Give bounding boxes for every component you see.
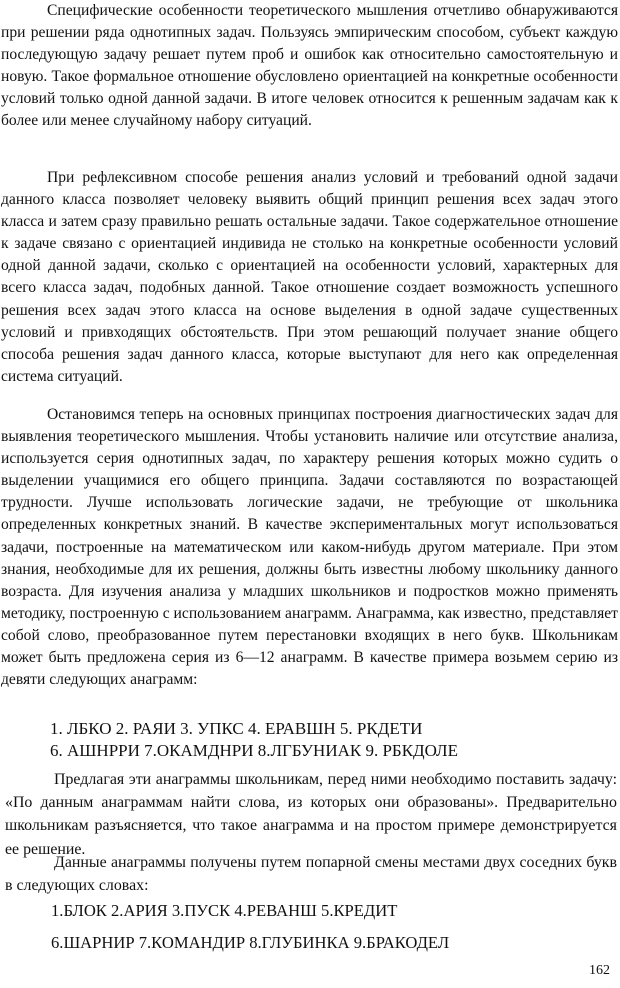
paragraph-3: Остановимся теперь на основных принципах построения диагностических задач для выявления теоретического мышления. Чтобы установить наличие или отсутствие анализа, используется серия однотипных задач, по характеру решения которых можно судить о выделении учащимися его общего принципа. Задачи составляются по возрастающей трудности. Лучше использовать логические задачи, не требующие от школьника определенных конкретных знаний. В качестве экспериментальных могут использоваться задачи, построенные на математическом или каком-нибудь другом материале. При этом знания, необходимые для их решения, должны быть известны любому школьнику данного возраста. Для изучения анализа у младших школьников и подростков можно применять методику, построенную с использованием анаграмм. Анаграмма, как известно, представляет собой слово, преобразованное путем перестановки входящих в него букв. Школьникам может быть предложена серия из 6—12 анаграмм. В качестве примера возьмем серию из девяти следующих анаграмм: (1, 406, 618, 689)
paragraph-1: Специфические особенности теоретического мышления отчетливо обнаруживаются при решении ряда однотипных задач. Пользуясь эмпирическим способом, субъект каждую последующую задачу решает путем проб и ошибок как относительно самостоятельную и новую. Такое формальное отношение обусловлено ориентацией на конкретные особенности условий только одной данной задачи. В итоге человек относится к решенным задачам как к более или менее случайному набору ситуаций. (1, 2, 618, 130)
paragraph-4: Предлагая эти анаграммы школьникам, перед ними необходимо поставить задачу: «По данным анаграммам найти слова, из которых они образованы». Предварительно школьникам разъясняется, что такое анаграмма и на простом примере демонстрируется ее решение. (5, 771, 617, 858)
word-row-1: 1.БЛОК 2.АРИЯ 3.ПУСК 4.РЕВАНШ 5.КРЕДИТ (51, 901, 398, 920)
anagram-row-2: 6. АШНРРИ 7.ОКАМДНРИ 8.ЛГБУНИАК 9. РБКДОЛЕ (50, 741, 458, 760)
anagram-row-1: 1. ЛБКО 2. РАЯИ 3. УПКС 4. ЕРАВШН 5. РКДЕТИ (50, 719, 423, 738)
word-row-2: 6.ШАРНИР 7.КОМАНДИР 8.ГЛУБИНКА 9.БРАКОДЕЛ (51, 933, 450, 952)
page-number: 162 (589, 963, 610, 978)
paragraph-5: Данные анаграммы получены путем попарной смены местами двух соседних букв в следующих словах: (5, 854, 617, 895)
paragraph-2: При рефлексивном способе решения анализ условий и требований одной задачи данного класса позволяет человеку выявить общий принцип решения всех задач этого класса и затем сразу правильно решать остальные задачи. Такое содержательное отношение к задаче связано с ориентацией индивида не столько на конкретные особенности условий одной данной задачи, сколько с ориентацией на особенности условий, характерных для всего класса задач, подобных данной. Такое отношение создает возможность успешного решения всех задач этого класса на основе выделения в одной задаче существенных условий и привходящих обстоятельств. При этом решающий получает знание общего способа решения задач данного класса, которые выступают для него как определенная система ситуаций. (1, 169, 618, 385)
